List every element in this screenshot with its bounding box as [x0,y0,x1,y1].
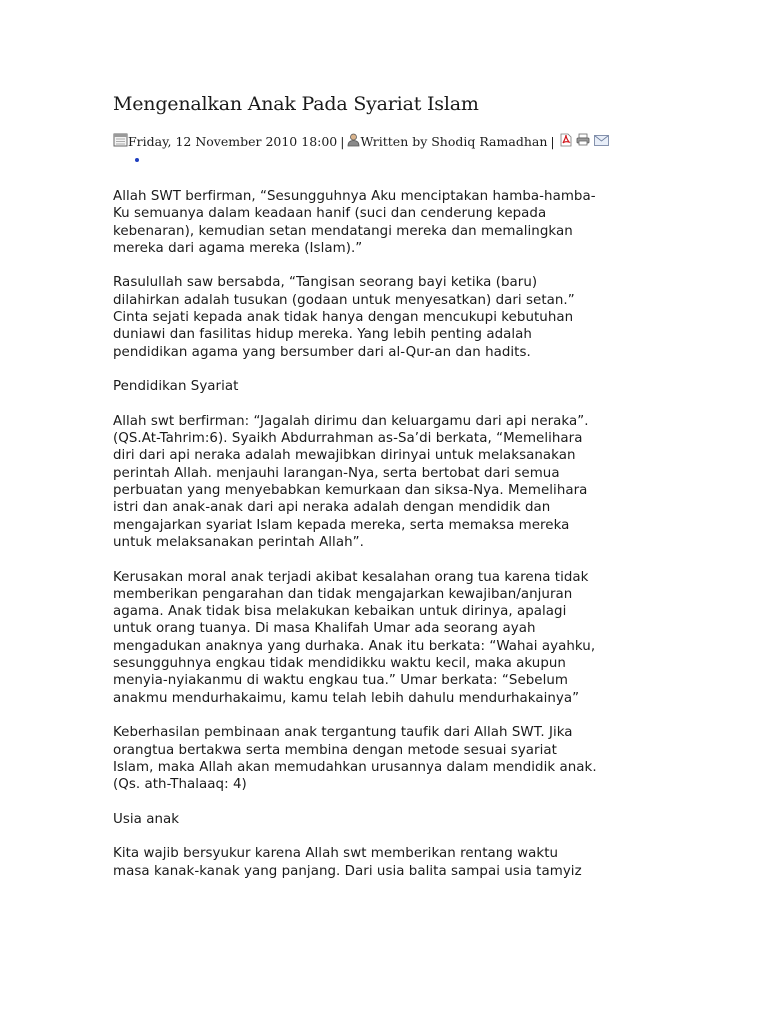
paragraph: Allah SWT berfirman, “Sesungguhnya Aku menciptakan hamba-hamba- Ku semuanya dalam keadaan hanif (suci dan cenderung kepada kebenaran), kemudian setan mendatangi mereka dan memalingkan mereka dari agama mereka (Islam).” [113,189,596,256]
article [113,90,673,897]
user-icon [347,133,360,151]
meta-separator: | [550,133,555,149]
paragraph: Kita wajib bersyukur karena Allah swt memberikan rentang waktu masa kanak-kanak yang panjang. Dari usia balita sampai usia tamyiz [113,846,582,879]
bullet-dot [135,158,139,162]
paragraph: Keberhasilan pembinaan anak tergantung taufik dari Allah SWT. Jika orangtua bertakwa serta membina dengan metode sesuai syariat Islam, maka Allah akan memudahkan urusannya dalam mendidik anak. (Qs. ath-Thalaaq: 4) [113,725,597,793]
pdf-icon[interactable] [560,133,572,151]
section-heading: Pendidikan Syariat [113,379,239,395]
meta-separator: | [340,133,345,149]
paragraph: Rasulullah saw bersabda, “Tangisan seorang bayi ketika (baru) dilahirkan adalah tusukan (godaan untuk menyesatkan) dari setan.” Cinta sejati kepada anak tidak hanya dengan mencukupi kebutuhan duniawi dan fasilitas hidup mereka. Yang lebih penting adalah pendidikan agama yang bersumber dari al-Qur-an dan hadits. [113,275,575,360]
article-date: Friday, 12 November 2010 18:00 [128,133,338,149]
article-body [113,188,673,880]
article-author: Written by Shodiq Ramadhan [360,133,548,149]
print-icon[interactable] [576,133,590,150]
section-heading: Usia anak [113,811,180,827]
article-title: Mengenalkan Anak Pada Syariat Islam [113,93,479,115]
article-meta [113,132,673,151]
calendar-icon [113,132,128,151]
paragraph: Kerusakan moral anak terjadi akibat kesalahan orang tua karena tidak memberikan pengarahan dan tidak mengajarkan kewajiban/anjuran agama. Anak tidak bisa melakukan kebaikan untuk dirinya, apalagi untuk orang tuanya. Di masa Khalifah Umar ada seorang ayah mengadukan anaknya yang durhaka. Anak itu berkata: “Wahai ayahku, sesungguhnya engkau tidak mendidikku waktu kecil, maka akupun menyia-nyiakanmu di waktu engkau tua.” Umar berkata: “Sebelum anakmu mendurhakaimu, kamu telah lebih dahulu mendurhakainya” [113,569,596,706]
paragraph: Allah swt berfirman: “Jagalah dirimu dan keluargamu dari api neraka”. (QS.At-Tahrim:6). Syaikh Abdurrahman as-Sa’di berkata, “Memelihara diri dari api neraka adalah mewajibkan dirinyai untuk melaksanakan perintah Allah. menjauhi larangan-Nya, serta bertobat dari semua perbuatan yang menyebabkan kemurkaan dan siksa-Nya. Memelihara istri dan anak-anak dari api neraka adalah dengan mendidik dan mengajarkan syariat Islam kepada mereka, serta memaksa mereka untuk melaksanakan perintah Allah”. [113,413,589,550]
email-icon[interactable] [594,134,609,150]
